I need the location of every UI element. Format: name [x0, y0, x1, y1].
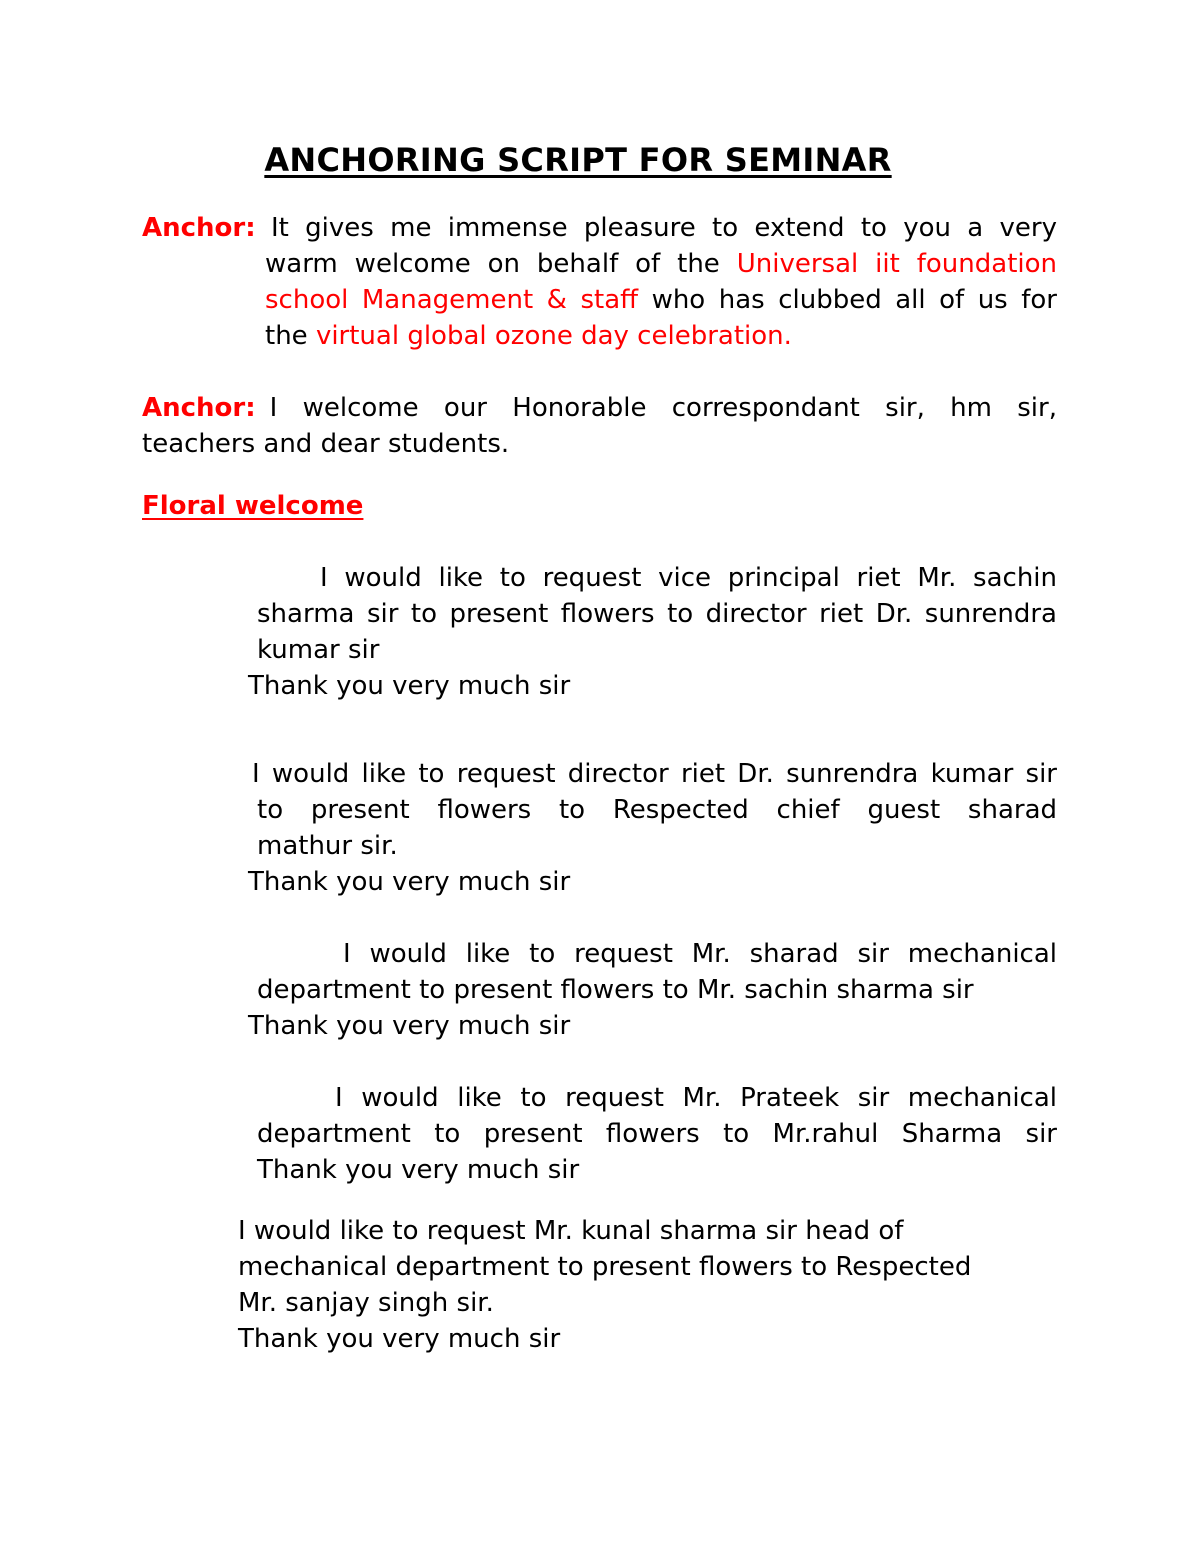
request2-line2: to present flowers to Respected chief guest sharad [257, 795, 1057, 825]
section2-line1-text: I welcome our Honorable correspondant sir, hm sir, [269, 393, 1057, 423]
section1-line3-text: who has clubbed all of us for [638, 285, 1057, 315]
request4-line2: department to present flowers to Mr.rahul Sharma sir [257, 1119, 1057, 1149]
section1-line4 [265, 318, 792, 354]
document-title: ANCHORING SCRIPT FOR SEMINAR [264, 141, 892, 179]
request2-thanks: Thank you very much sir [248, 867, 571, 897]
section1-line2-text: warm welcome on behalf of the [265, 249, 737, 279]
floral-welcome-heading: Floral welcome [142, 491, 364, 521]
section2-line2: teachers and dear students. [142, 429, 510, 459]
request5-line1: I would like to request Mr. kunal sharma sir head of [238, 1216, 904, 1246]
request2-line1: I would like to request director riet Dr. sunrendra kumar sir [252, 759, 1057, 789]
school-name-part1: Universal iit foundation [736, 249, 1057, 279]
request1-line1: I would like to request vice principal riet Mr. sachin [320, 563, 1057, 593]
request3-line1: I would like to request Mr. sharad sir mechanical [343, 939, 1057, 969]
section1-line2 [265, 246, 1057, 282]
request5-thanks: Thank you very much sir [238, 1324, 561, 1354]
request3-line2: department to present flowers to Mr. sachin sharma sir [257, 975, 974, 1005]
event-name: virtual global ozone day celebration. [315, 321, 792, 351]
anchor-label-1: Anchor: [142, 213, 256, 243]
request5-line2: mechanical department to present flowers to Respected [238, 1252, 972, 1282]
section2-line1 [142, 390, 1057, 426]
section1-line3 [265, 282, 1057, 318]
request5-line3: Mr. sanjay singh sir. [238, 1288, 494, 1318]
request4-thanks: Thank you very much sir [257, 1155, 580, 1185]
section1-line4-text: the [265, 321, 316, 351]
request1-line2: sharma sir to present flowers to director riet Dr. sunrendra [257, 599, 1057, 629]
anchor-label-2: Anchor: [142, 393, 256, 423]
request2-line3: mathur sir. [257, 831, 398, 861]
request1-thanks: Thank you very much sir [248, 671, 571, 701]
school-name-part2: school Management & staff [265, 285, 639, 315]
request4-line1: I would like to request Mr. Prateek sir mechanical [335, 1083, 1057, 1113]
section1-line1: It gives me immense pleasure to extend to you a very [271, 213, 1057, 243]
request1-line3: kumar sir [257, 635, 380, 665]
request3-thanks: Thank you very much sir [248, 1011, 571, 1041]
